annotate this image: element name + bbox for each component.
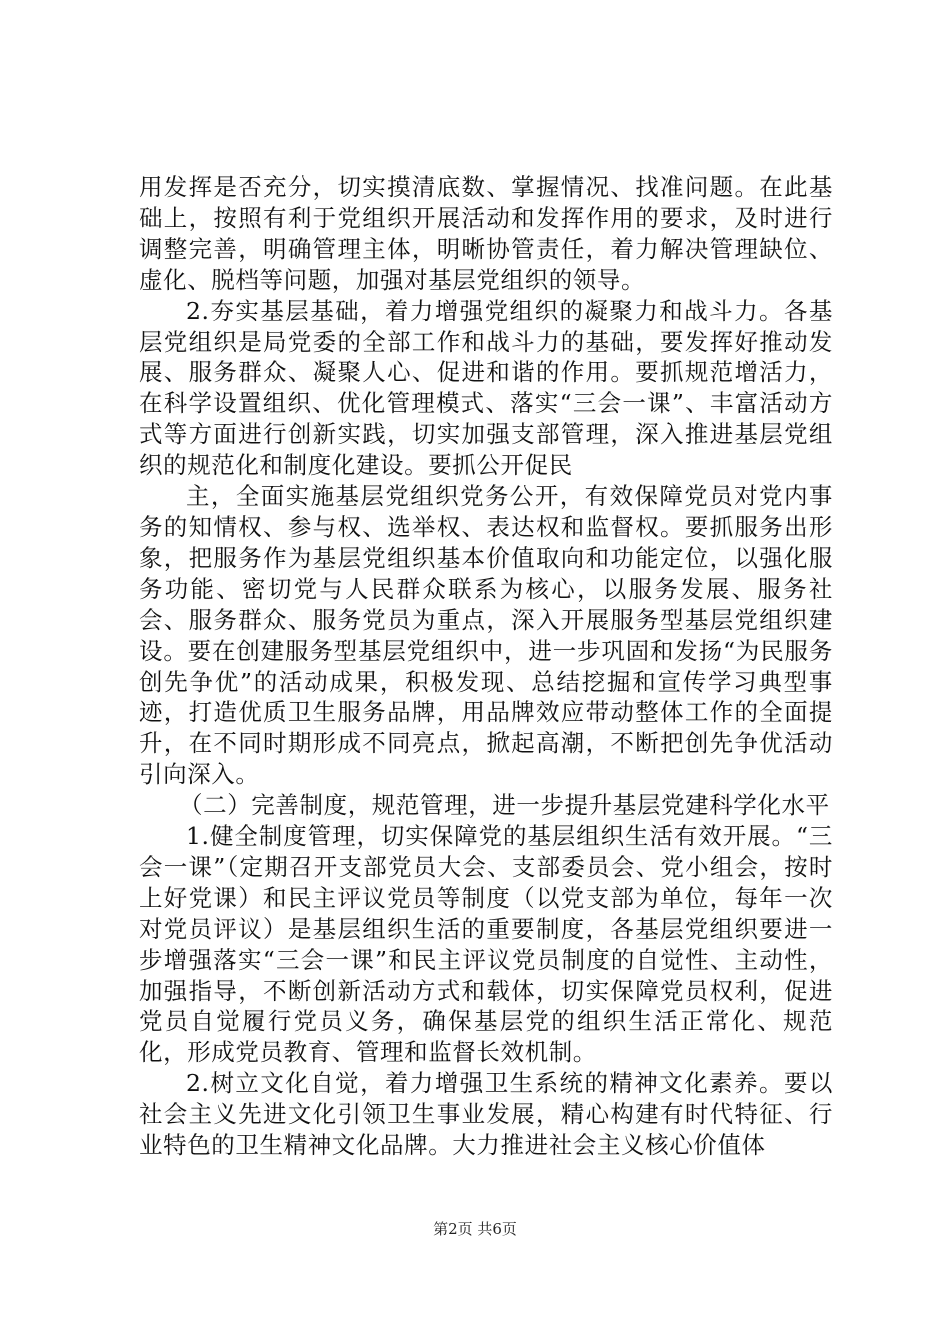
section-heading-2: （二）完善制度，规范管理，进一步提升基层党建科学化水平 bbox=[179, 791, 830, 820]
paragraph-section-2: 2.夯实基层基础，着力增强党组织的凝聚力和战斗力。各基层党组织是局党委的全部工作和战斗力的基础，要发挥好推动发展、服务群众、凝聚人心、促进和谐的作用。要抓规范增活力，在科学设置组织、优化管理模式、落实“三会一课”、丰富活动方式等方面进行创新实践，切实加强支部管理，深入推进基层党组织的规范化和制度化建设。要抓公开促民 bbox=[139, 296, 833, 480]
page-number-footer: 第2页 共6页 bbox=[433, 1220, 517, 1238]
paragraph-continuation: 用发挥是否充分，切实摸清底数、掌握情况、找准问题。在此基础上，按照有利于党组织开展活动和发挥作用的要求，及时进行调整完善，明确管理主体，明晰协管责任，着力解决管理缺位、虚化、脱档等问题，加强对基层党组织的领导。 bbox=[139, 173, 833, 294]
paragraph-service: 主，全面实施基层党组织党务公开，有效保障党员对党内事务的知情权、参与权、选举权、表达权和监督权。要抓服务出形象，把服务作为基层党组织基本价值取向和功能定位，以强化服务功能、密切党与人民群众联系为核心，以服务发展、服务社会、服务群众、服务党员为重点，深入开展服务型基层党组织建设。要在创建服务型基层党组织中，进一步巩固和发扬“为民服务创先争优”的活动成果，积极发现、总结挖掘和宣传学习典型事迹，打造优质卫生服务品牌，用品牌效应带动整体工作的全面提升，在不同时期形成不同亮点，掀起高潮，不断把创先争优活动引向深入。 bbox=[139, 482, 833, 789]
document-body bbox=[139, 172, 833, 1161]
paragraph-system-management: 1.健全制度管理，切实保障党的基层组织生活有效开展。“三会一课”（定期召开支部党员大会、支部委员会、党小组会，按时上好党课）和民主评议党员等制度（以党支部为单位，每年一次对党员评议）是基层组织生活的重要制度，各基层党组织要进一步增强落实“三会一课”和民主评议党员制度的自觉性、主动性，加强指导，不断创新活动方式和载体，切实保障党员权利，促进党员自觉履行党员义务，确保基层党的组织生活正常化、规范化，形成党员教育、管理和监督长效机制。 bbox=[139, 822, 833, 1067]
paragraph-culture: 2.树立文化自觉，着力增强卫生系统的精神文化素养。要以社会主义先进文化引领卫生事业发展，精心构建有时代特征、行业特色的卫生精神文化品牌。大力推进社会主义核心价值体 bbox=[139, 1069, 833, 1160]
